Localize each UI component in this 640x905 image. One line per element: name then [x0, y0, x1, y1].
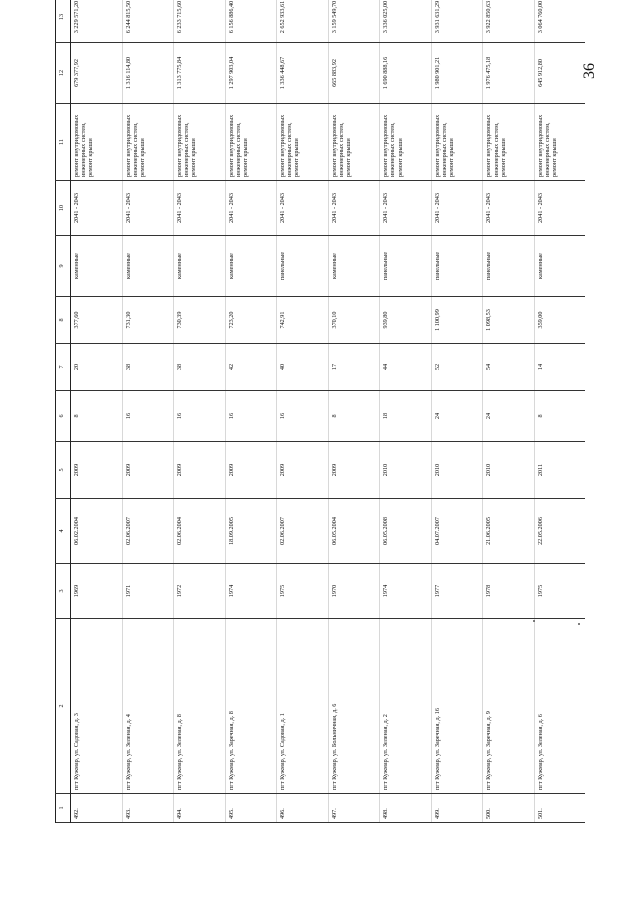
year-built-cell: 1971 — [122, 563, 174, 618]
column-header-12: 12 — [56, 42, 71, 103]
wall-material-cell: каменные — [225, 235, 277, 296]
work-type-cell: ремонт внутридомовых инженерных систем, ремонт крыши — [277, 103, 329, 180]
period-cell: 2041 - 2043 — [483, 180, 535, 235]
date-cell: 21.06.2005 — [483, 498, 535, 563]
year-cell: 2010 — [380, 441, 432, 498]
area-cell: 370,10 — [328, 296, 380, 343]
scan-speck — [578, 623, 580, 625]
residents-cell: 54 — [483, 343, 535, 390]
period-cell: 2041 - 2043 — [122, 180, 174, 235]
cost-cell: 645 912,80 — [534, 42, 585, 103]
work-type-cell: ремонт внутридомовых инженерных систем, ремонт крыши — [380, 103, 432, 180]
column-header-1: 1 — [56, 793, 71, 822]
count-cell: 16 — [122, 390, 174, 441]
wall-material-cell: панельные — [431, 235, 483, 296]
residents-cell: 20 — [71, 343, 123, 390]
period-cell: 2041 - 2043 — [277, 180, 329, 235]
table-row — [71, 0, 123, 822]
row-number: 495. — [225, 793, 277, 822]
residents-cell: 52 — [431, 343, 483, 390]
wall-material-cell: каменные — [71, 235, 123, 296]
year-built-cell: 1974 — [225, 563, 277, 618]
year-built-cell: 1975 — [534, 563, 585, 618]
column-header-11: 11 — [56, 103, 71, 180]
area-cell: 730,39 — [174, 296, 226, 343]
year-cell: 2011 — [534, 441, 585, 498]
date-cell: 22.05.2006 — [534, 498, 585, 563]
work-type-cell: ремонт внутридомовых инженерных систем, ремонт крыши — [225, 103, 277, 180]
total-cost-cell: 6 244 815,50 — [122, 0, 174, 42]
cost-cell: 1 313 775,84 — [174, 42, 226, 103]
cost-cell: 1 976 475,18 — [483, 42, 535, 103]
total-cost-cell: 3 064 760,00 — [534, 0, 585, 42]
count-cell: 16 — [225, 390, 277, 441]
scan-speck — [533, 620, 535, 622]
area-cell: 1 098,53 — [483, 296, 535, 343]
count-cell: 16 — [277, 390, 329, 441]
work-type-cell: ремонт внутридомовых инженерных систем, ремонт крыши — [534, 103, 585, 180]
row-number: 496. — [277, 793, 329, 822]
work-type-cell: ремонт внутридомовых инженерных систем, ремонт крыши — [328, 103, 380, 180]
period-cell: 2041 - 2043 — [431, 180, 483, 235]
column-header-13: 13 — [56, 0, 71, 42]
work-type-cell: ремонт внутридомовых инженерных систем, ремонт крыши — [483, 103, 535, 180]
area-cell: 742,91 — [277, 296, 329, 343]
address-cell: пгт Кужмар, ул. Зеленая, д. 8 — [174, 618, 226, 793]
year-built-cell: 1974 — [380, 563, 432, 618]
table-row — [431, 0, 483, 822]
count-cell: 8 — [534, 390, 585, 441]
table-row — [122, 0, 174, 822]
year-cell: 2009 — [328, 441, 380, 498]
table-row — [174, 0, 226, 822]
date-cell: 06.02.2004 — [71, 498, 123, 563]
wall-material-cell: панельные — [483, 235, 535, 296]
year-built-cell: 1975 — [277, 563, 329, 618]
column-header-9: 9 — [56, 235, 71, 296]
table-row — [328, 0, 380, 822]
table-row — [277, 0, 329, 822]
area-cell: 939,80 — [380, 296, 432, 343]
address-cell: пгт Кужмар, ул. Заречная, д. 9 — [483, 618, 535, 793]
period-cell: 2041 - 2043 — [380, 180, 432, 235]
cost-cell: 679 377,92 — [71, 42, 123, 103]
year-cell: 2010 — [431, 441, 483, 498]
row-number: 492. — [71, 793, 123, 822]
area-cell: 731,30 — [122, 296, 174, 343]
count-cell: 16 — [174, 390, 226, 441]
total-cost-cell: 3 159 549,70 — [328, 0, 380, 42]
year-cell: 2009 — [174, 441, 226, 498]
cost-cell: 665 883,92 — [328, 42, 380, 103]
year-cell: 2010 — [483, 441, 535, 498]
residents-cell: 44 — [380, 343, 432, 390]
period-cell: 2041 - 2043 — [174, 180, 226, 235]
table-body — [71, 0, 586, 822]
wall-material-cell: каменные — [534, 235, 585, 296]
row-number: 499. — [431, 793, 483, 822]
total-cost-cell: 3 229 571,20 — [71, 0, 123, 42]
column-header-4: 4 — [56, 498, 71, 563]
date-cell: 02.06.2007 — [122, 498, 174, 563]
date-cell: 02.06.2004 — [174, 498, 226, 563]
work-type-cell: ремонт внутридомовых инженерных систем, ремонт крыши — [71, 103, 123, 180]
cost-cell: 1 316 114,80 — [122, 42, 174, 103]
residents-cell: 40 — [277, 343, 329, 390]
column-header-10: 10 — [56, 180, 71, 235]
period-cell: 2041 - 2043 — [534, 180, 585, 235]
address-cell: пгт Кужмар, ул. Зеленая, д. 4 — [122, 618, 174, 793]
address-cell: пгт Кужмар, ул. Садовая, д. 3 — [71, 618, 123, 793]
table-row — [225, 0, 277, 822]
header-row — [56, 0, 71, 822]
residents-cell: 42 — [225, 343, 277, 390]
column-header-5: 5 — [56, 441, 71, 498]
count-cell: 8 — [328, 390, 380, 441]
row-number: 494. — [174, 793, 226, 822]
period-cell: 2041 - 2043 — [71, 180, 123, 235]
rotated-table-sheet — [55, 0, 585, 823]
table-row — [483, 0, 535, 822]
count-cell: 18 — [380, 390, 432, 441]
row-number: 498. — [380, 793, 432, 822]
row-number: 500. — [483, 793, 535, 822]
column-header-3: 3 — [56, 563, 71, 618]
table-row — [380, 0, 432, 822]
wall-material-cell: панельные — [277, 235, 329, 296]
date-cell: 06.05.2008 — [380, 498, 432, 563]
residents-cell: 38 — [122, 343, 174, 390]
work-type-cell: ремонт внутридомовых инженерных систем, ремонт крыши — [174, 103, 226, 180]
wall-material-cell: панельные — [380, 235, 432, 296]
year-cell: 2009 — [122, 441, 174, 498]
column-header-7: 7 — [56, 343, 71, 390]
residents-cell: 17 — [328, 343, 380, 390]
total-cost-cell: 3 931 631,29 — [431, 0, 483, 42]
address-cell: пгт Кужмар, ул. Садовая, д. 1 — [277, 618, 329, 793]
period-cell: 2041 - 2043 — [225, 180, 277, 235]
year-cell: 2009 — [225, 441, 277, 498]
wall-material-cell: каменные — [174, 235, 226, 296]
total-cost-cell: 3 922 850,63 — [483, 0, 535, 42]
area-cell: 377,60 — [71, 296, 123, 343]
wall-material-cell: каменные — [122, 235, 174, 296]
year-built-cell: 1977 — [431, 563, 483, 618]
apartment-buildings-table — [55, 0, 585, 823]
date-cell: 02.06.2007 — [277, 498, 329, 563]
row-number: 501. — [534, 793, 585, 822]
table-header — [56, 0, 71, 822]
year-built-cell: 1978 — [483, 563, 535, 618]
row-number: 497. — [328, 793, 380, 822]
column-header-8: 8 — [56, 296, 71, 343]
year-built-cell: 1969 — [71, 563, 123, 618]
cost-cell: 1 336 448,67 — [277, 42, 329, 103]
count-cell: 8 — [71, 390, 123, 441]
page-number: 36 — [581, 63, 598, 79]
year-cell: 2009 — [277, 441, 329, 498]
year-cell: 2009 — [71, 441, 123, 498]
column-header-2: 2 — [56, 618, 71, 793]
work-type-cell: ремонт внутридомовых инженерных систем, ремонт крыши — [122, 103, 174, 180]
address-cell: пгт Кужмар, ул. Больничная, д. 6 — [328, 618, 380, 793]
address-cell: пгт Кужмар, ул. Заречная, д. 8 — [225, 618, 277, 793]
cost-cell: 1 980 901,21 — [431, 42, 483, 103]
residents-cell: 14 — [534, 343, 585, 390]
residents-cell: 38 — [174, 343, 226, 390]
date-cell: 18.09.2005 — [225, 498, 277, 563]
area-cell: 723,20 — [225, 296, 277, 343]
total-cost-cell: 6 233 715,60 — [174, 0, 226, 42]
year-built-cell: 1970 — [328, 563, 380, 618]
count-cell: 24 — [483, 390, 535, 441]
address-cell: пгт Кужмар, ул. Зеленая, д. 2 — [380, 618, 432, 793]
row-number: 493. — [122, 793, 174, 822]
table-row — [534, 0, 585, 822]
date-cell: 04.07.2007 — [431, 498, 483, 563]
cost-cell: 1 297 903,04 — [225, 42, 277, 103]
work-type-cell: ремонт внутридомовых инженерных систем, ремонт крыши — [431, 103, 483, 180]
address-cell: пгт Кужмар, ул. Заречная, д. 16 — [431, 618, 483, 793]
total-cost-cell: 3 336 025,00 — [380, 0, 432, 42]
address-cell: пгт Кужмар, ул. Зеленая, д. 6 — [534, 618, 585, 793]
date-cell: 06.05.2004 — [328, 498, 380, 563]
total-cost-cell: 2 652 933,61 — [277, 0, 329, 42]
wall-material-cell: каменные — [328, 235, 380, 296]
column-header-6: 6 — [56, 390, 71, 441]
count-cell: 24 — [431, 390, 483, 441]
cost-cell: 1 690 888,16 — [380, 42, 432, 103]
total-cost-cell: 6 156 886,40 — [225, 0, 277, 42]
area-cell: 1 100,99 — [431, 296, 483, 343]
area-cell: 359,00 — [534, 296, 585, 343]
period-cell: 2041 - 2043 — [328, 180, 380, 235]
year-built-cell: 1972 — [174, 563, 226, 618]
